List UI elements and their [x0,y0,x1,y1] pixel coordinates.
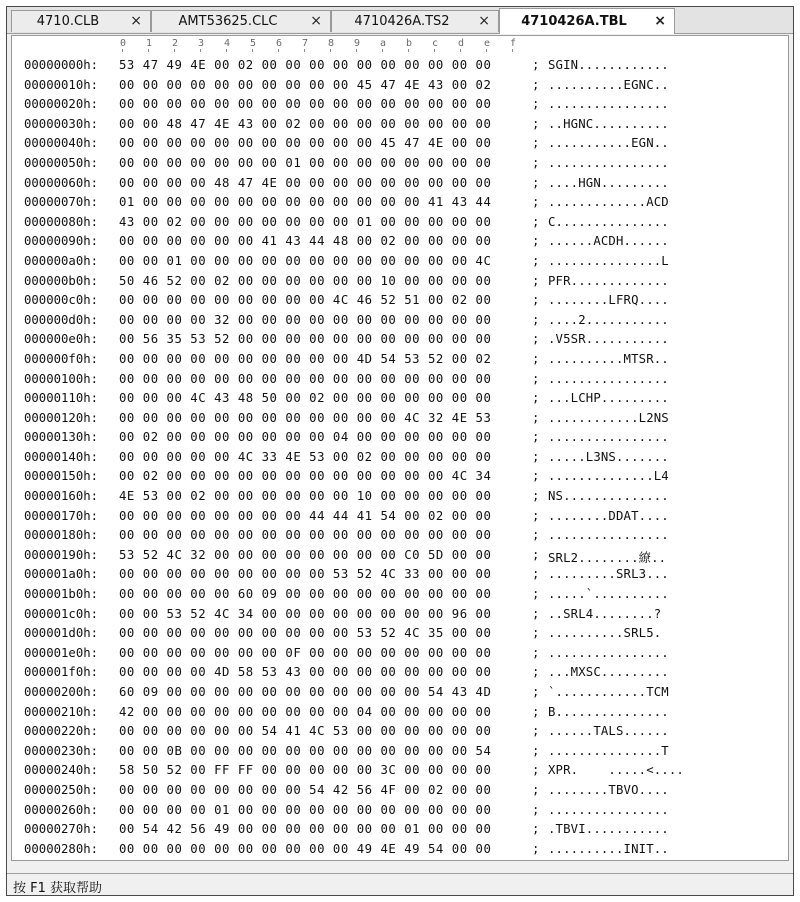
row-ascii[interactable]: PFR............. [548,273,669,288]
row-hex-bytes[interactable]: 50 46 52 00 02 00 00 00 00 00 00 10 00 00 00 00 [119,273,492,288]
row-separator: ; [532,469,540,484]
hex-row[interactable] [12,683,788,703]
row-address: 000000b0h: [24,273,99,288]
row-separator: ; [532,841,540,856]
row-ascii[interactable]: ..............L4 [548,469,669,484]
tab-label: 4710.CLB [36,14,100,29]
row-ascii[interactable]: ................ [548,155,669,170]
hex-row[interactable] [12,389,788,409]
ruler-label: 2 [169,38,181,49]
row-separator: ; [532,253,540,268]
row-separator: ; [532,371,540,386]
row-ascii[interactable]: ....HGN......... [548,175,669,190]
column-ruler [12,38,788,52]
row-hex-bytes[interactable]: 4E 53 00 02 00 00 00 00 00 00 10 00 00 00 00 00 [119,489,492,504]
row-separator: ; [532,58,540,72]
row-address: 00000130h: [24,430,99,445]
row-separator: ; [532,155,540,170]
row-hex-bytes[interactable]: 00 00 01 00 00 00 00 00 00 00 00 00 00 00 00 4C [119,253,492,268]
row-address: 000000f0h: [24,351,99,366]
row-separator: ; [532,312,540,327]
row-hex-bytes[interactable]: 58 50 52 00 FF FF 00 00 00 00 00 3C 00 00 00 00 [119,763,492,778]
row-separator: ; [532,234,540,249]
hex-row[interactable] [12,487,788,507]
row-hex-bytes[interactable]: 53 47 49 4E 00 02 00 00 00 00 00 00 00 00 00 00 [119,58,492,72]
row-address: 00000190h: [24,547,99,562]
row-address: 00000150h: [24,469,99,484]
hex-row[interactable] [12,76,788,96]
row-ascii[interactable]: ........TBVO.... [548,782,669,797]
row-hex-bytes[interactable]: 00 00 00 00 00 00 00 00 00 00 00 00 4C 32 4E 53 [119,410,492,425]
row-separator: ; [532,116,540,131]
row-separator: ; [532,430,540,445]
row-separator: ; [532,645,540,660]
row-ascii[interactable]: .............ACD [548,195,669,210]
row-address: 00000040h: [24,136,99,151]
row-ascii[interactable]: ..........SRL5. [548,626,662,641]
ruler-label: b [403,38,415,49]
row-hex-bytes[interactable]: 00 00 00 00 00 00 00 00 00 53 52 4C 33 00 00 00 [119,567,492,582]
row-address: 00000010h: [24,77,99,92]
row-ascii[interactable]: ................ [548,528,669,543]
hex-row[interactable] [12,703,788,723]
tab-4710426a-ts2[interactable] [331,10,499,32]
row-address: 00000090h: [24,234,99,249]
tab-4710426a-tbl[interactable] [499,8,675,34]
status-bar [7,873,793,896]
row-separator: ; [532,214,540,229]
row-address: 000001a0h: [24,567,99,582]
row-ascii[interactable]: ................ [548,97,669,112]
row-hex-bytes[interactable]: 00 56 35 53 52 00 00 00 00 00 00 00 00 00 00 00 [119,332,492,347]
hex-row[interactable] [12,428,788,448]
hex-row[interactable] [12,134,788,154]
row-hex-bytes[interactable]: 00 00 00 00 48 47 4E 00 00 00 00 00 00 00 00 00 [119,175,492,190]
hex-row[interactable] [12,409,788,429]
row-address: 00000050h: [24,155,99,170]
hex-row[interactable] [12,605,788,625]
row-separator: ; [532,449,540,464]
row-ascii[interactable]: ...........EGN.. [548,136,669,151]
row-separator: ; [532,567,540,582]
ruler-label: 7 [299,38,311,49]
row-ascii[interactable]: ........LFRQ.... [548,293,669,308]
row-separator: ; [532,195,540,210]
row-address: 00000100h: [24,371,99,386]
row-ascii[interactable]: .....`.......... [548,587,669,602]
row-ascii[interactable]: ...LCHP......... [548,391,669,406]
row-separator: ; [532,782,540,797]
ruler-label: 0 [117,38,129,49]
row-hex-bytes[interactable]: 00 00 00 00 00 00 00 00 00 00 00 00 00 00 00 00 [119,97,492,112]
row-ascii[interactable]: ................ [548,430,669,445]
close-icon[interactable]: × [478,13,490,29]
row-ascii[interactable]: ....2........... [548,312,669,327]
tab-4710-clb[interactable] [11,10,151,32]
row-separator: ; [532,626,540,641]
tab-label: AMT53625.CLC [178,14,278,29]
ruler-label: f [507,38,519,49]
row-address: 00000020h: [24,97,99,112]
row-hex-bytes[interactable]: 01 00 00 00 00 00 00 00 00 00 00 00 00 41 43 44 [119,195,492,210]
row-address: 00000080h: [24,214,99,229]
row-address: 000000e0h: [24,332,99,347]
row-separator: ; [532,704,540,719]
row-ascii[interactable]: ..........INIT.. [548,841,669,856]
row-separator: ; [532,77,540,92]
row-ascii[interactable]: SRL2........繚.. [548,550,667,565]
row-separator: ; [532,332,540,347]
hex-row[interactable] [12,546,788,566]
hex-row[interactable] [12,448,788,468]
hex-row[interactable] [12,840,788,860]
row-address: 00000240h: [24,763,99,778]
hex-view[interactable] [11,35,789,861]
ruler-label: a [377,38,389,49]
hex-row[interactable] [12,154,788,174]
row-separator: ; [532,743,540,758]
row-hex-bytes[interactable]: 00 00 00 4C 43 48 50 00 02 00 00 00 00 00 00 00 [119,391,492,406]
row-ascii[interactable]: ..........EGNC.. [548,77,669,92]
row-hex-bytes[interactable]: 00 00 48 47 4E 43 00 02 00 00 00 00 00 00 00 00 [119,116,492,131]
row-ascii[interactable]: ...............L [548,253,669,268]
row-hex-bytes[interactable]: 00 00 00 00 00 00 00 0F 00 00 00 00 00 00 00 00 [119,645,492,660]
hex-row[interactable] [12,820,788,840]
row-separator: ; [532,293,540,308]
row-hex-bytes[interactable]: 00 00 00 00 4D 58 53 43 00 00 00 00 00 00 00 00 [119,665,492,680]
row-ascii[interactable]: ......TALS...... [548,724,669,739]
row-address: 00000140h: [24,449,99,464]
row-address: 000000a0h: [24,253,99,268]
hex-row[interactable] [12,350,788,370]
row-separator: ; [532,528,540,543]
hex-row[interactable] [12,565,788,585]
row-ascii[interactable]: ...............T [548,743,669,758]
ruler-label: 9 [351,38,363,49]
row-separator: ; [532,508,540,523]
row-ascii[interactable]: SGIN............ [548,58,669,72]
row-address: 00000250h: [24,782,99,797]
row-hex-bytes[interactable]: 00 00 00 00 00 00 00 00 00 00 00 45 47 4E 00 00 [119,136,492,151]
row-ascii[interactable]: ...MXSC......... [548,665,669,680]
row-separator: ; [532,763,540,778]
ruler-label: 4 [221,38,233,49]
row-separator: ; [532,587,540,602]
row-ascii[interactable]: C............... [548,214,669,229]
row-address: 00000060h: [24,175,99,190]
hex-rows [12,56,788,859]
row-address: 00000110h: [24,391,99,406]
row-address: 000001b0h: [24,587,99,602]
row-ascii[interactable]: .........SRL3... [548,567,669,582]
hex-row[interactable] [12,761,788,781]
row-separator: ; [532,136,540,151]
row-ascii[interactable]: B............... [548,704,669,719]
ruler-label: 6 [273,38,285,49]
row-address: 000001f0h: [24,665,99,680]
row-ascii[interactable]: .TBVI........... [548,822,669,837]
row-ascii[interactable]: ............L2NS [548,410,669,425]
row-ascii[interactable]: `............TCM [548,685,669,699]
hex-row[interactable] [12,585,788,605]
close-icon[interactable]: × [310,13,322,29]
close-icon[interactable]: × [654,13,666,29]
ruler-label: c [429,38,441,49]
tab-bar [7,7,793,34]
row-address: 000001e0h: [24,645,99,660]
row-address: 00000230h: [24,743,99,758]
row-hex-bytes[interactable]: 00 54 42 56 49 00 00 00 00 00 00 00 01 00 00 00 [119,822,492,837]
row-address: 00000270h: [24,822,99,837]
row-hex-bytes[interactable]: 00 00 00 00 00 00 00 00 00 00 49 4E 49 54 00 00 [119,841,492,856]
row-ascii[interactable]: .V5SR........... [548,332,669,347]
row-separator: ; [532,410,540,425]
tab-amt53625-clc[interactable] [151,10,331,32]
row-separator: ; [532,273,540,288]
hex-row[interactable] [12,252,788,272]
row-hex-bytes[interactable]: 00 00 00 00 00 00 00 00 00 00 00 00 00 00 00 00 [119,371,492,386]
hex-row[interactable] [12,467,788,487]
row-separator: ; [532,351,540,366]
row-address: 00000180h: [24,528,99,543]
ruler-label: 5 [247,38,259,49]
hex-row[interactable] [12,507,788,527]
row-hex-bytes[interactable]: 00 00 00 00 00 00 00 00 44 44 41 54 00 02 00 00 [119,508,492,523]
row-ascii[interactable]: ..HGNC.......... [548,116,669,131]
row-address: 000000c0h: [24,293,99,308]
row-hex-bytes[interactable]: 00 00 0B 00 00 00 00 00 00 00 00 00 00 00 00 54 [119,743,492,758]
row-hex-bytes[interactable]: 00 00 00 00 00 00 00 00 54 42 56 4F 00 02 00 00 [119,782,492,797]
row-address: 000001d0h: [24,626,99,641]
row-separator: ; [532,391,540,406]
hex-row[interactable] [12,722,788,742]
row-separator: ; [532,822,540,837]
row-address: 00000170h: [24,508,99,523]
row-address: 00000260h: [24,802,99,817]
row-address: 00000210h: [24,704,99,719]
row-separator: ; [532,724,540,739]
row-hex-bytes[interactable]: 00 00 00 00 00 00 41 43 44 48 00 02 00 00 00 00 [119,234,492,249]
hex-row[interactable] [12,291,788,311]
ruler-label: e [481,38,493,49]
row-address: 00000160h: [24,489,99,504]
row-hex-bytes[interactable]: 00 00 00 00 00 00 00 00 00 00 4D 54 53 52 00 02 [119,351,492,366]
row-hex-bytes[interactable]: 00 00 00 00 00 00 00 01 00 00 00 00 00 00 00 00 [119,155,492,170]
row-ascii[interactable]: NS.............. [548,489,669,504]
row-address: 00000280h: [24,841,99,856]
row-hex-bytes[interactable]: 00 02 00 00 00 00 00 00 00 04 00 00 00 00 00 00 [119,430,492,445]
row-hex-bytes[interactable]: 00 00 00 00 00 00 00 00 00 00 53 52 4C 35 00 00 [119,626,492,641]
hex-row[interactable] [12,370,788,390]
row-ascii[interactable]: .....L3NS....... [548,449,669,464]
ruler-label: 1 [143,38,155,49]
row-ascii[interactable]: XPR. .....<.... [548,763,684,778]
row-hex-bytes[interactable]: 00 02 00 00 00 00 00 00 00 00 00 00 00 00 4C 34 [119,469,492,484]
row-address: 00000220h: [24,724,99,739]
hex-row[interactable] [12,174,788,194]
row-ascii[interactable]: ..SRL4........? [548,606,662,621]
row-separator: ; [532,665,540,680]
hex-row[interactable] [12,213,788,233]
row-hex-bytes[interactable]: 00 00 00 00 00 00 00 00 00 00 45 47 4E 43 00 02 [119,77,492,92]
hex-row[interactable] [12,330,788,350]
hex-row[interactable] [12,644,788,664]
hex-row[interactable] [12,272,788,292]
row-hex-bytes[interactable]: 00 00 53 52 4C 34 00 00 00 00 00 00 00 00 96 00 [119,606,492,621]
tab-label: 4710426A.TS2 [354,14,450,29]
row-hex-bytes[interactable]: 00 00 00 00 00 60 09 00 00 00 00 00 00 00 00 00 [119,587,492,602]
hex-row[interactable] [12,95,788,115]
hex-row[interactable] [12,742,788,762]
row-ascii[interactable]: ..........MTSR.. [548,351,669,366]
row-ascii[interactable]: ................ [548,371,669,386]
row-hex-bytes[interactable]: 00 00 00 00 00 00 54 41 4C 53 00 00 00 00 00 00 [119,724,492,739]
row-ascii[interactable]: ......ACDH...... [548,234,669,249]
row-ascii[interactable]: ........DDAT.... [548,508,669,523]
row-hex-bytes[interactable]: 00 00 00 00 00 4C 33 4E 53 00 02 00 00 00 00 00 [119,449,492,464]
row-separator: ; [532,97,540,112]
row-hex-bytes[interactable]: 00 00 00 00 00 00 00 00 00 4C 46 52 51 00 02 00 [119,293,492,308]
row-address: 00000120h: [24,410,99,425]
tab-label: 4710426A.TBL [521,14,627,29]
status-text: 按 F1 获取帮助 [13,881,103,896]
row-separator: ; [532,802,540,817]
row-address: 00000070h: [24,195,99,210]
hex-row[interactable] [12,115,788,135]
ruler-label: d [455,38,467,49]
hex-row[interactable] [12,311,788,331]
row-hex-bytes[interactable]: 00 00 00 00 00 00 00 00 00 00 00 00 00 00 00 00 [119,528,492,543]
close-icon[interactable]: × [130,13,142,29]
hex-editor-window [6,6,794,896]
hex-row[interactable] [12,526,788,546]
row-address: 000000d0h: [24,312,99,327]
row-separator: ; [532,489,540,504]
hex-row[interactable] [12,781,788,801]
row-hex-bytes[interactable]: 43 00 02 00 00 00 00 00 00 00 01 00 00 00 00 00 [119,214,492,229]
row-hex-bytes[interactable]: 53 52 4C 32 00 00 00 00 00 00 00 00 C0 5D 00 00 [119,547,492,562]
row-ascii[interactable]: ................ [548,645,669,660]
row-hex-bytes[interactable]: 60 09 00 00 00 00 00 00 00 00 00 00 00 54 43 4D [119,685,492,699]
row-hex-bytes[interactable]: 42 00 00 00 00 00 00 00 00 00 04 00 00 00 00 00 [119,704,492,719]
row-address: 00000200h: [24,685,99,699]
ruler-label: 3 [195,38,207,49]
row-ascii[interactable]: ................ [548,802,669,817]
row-separator: ; [532,175,540,190]
row-hex-bytes[interactable]: 00 00 00 00 32 00 00 00 00 00 00 00 00 00 00 00 [119,312,492,327]
row-separator: ; [532,606,540,621]
hex-row[interactable] [12,193,788,213]
row-address: 000001c0h: [24,606,99,621]
hex-row[interactable] [12,232,788,252]
hex-row[interactable] [12,624,788,644]
hex-row[interactable] [12,56,788,76]
hex-row[interactable] [12,801,788,821]
row-address: 00000000h: [24,58,99,72]
row-separator: ; [532,685,540,699]
row-hex-bytes[interactable]: 00 00 00 00 01 00 00 00 00 00 00 00 00 00 00 00 [119,802,492,817]
row-separator: ; [532,547,540,562]
row-address: 00000030h: [24,116,99,131]
ruler-label: 8 [325,38,337,49]
hex-row[interactable] [12,663,788,683]
